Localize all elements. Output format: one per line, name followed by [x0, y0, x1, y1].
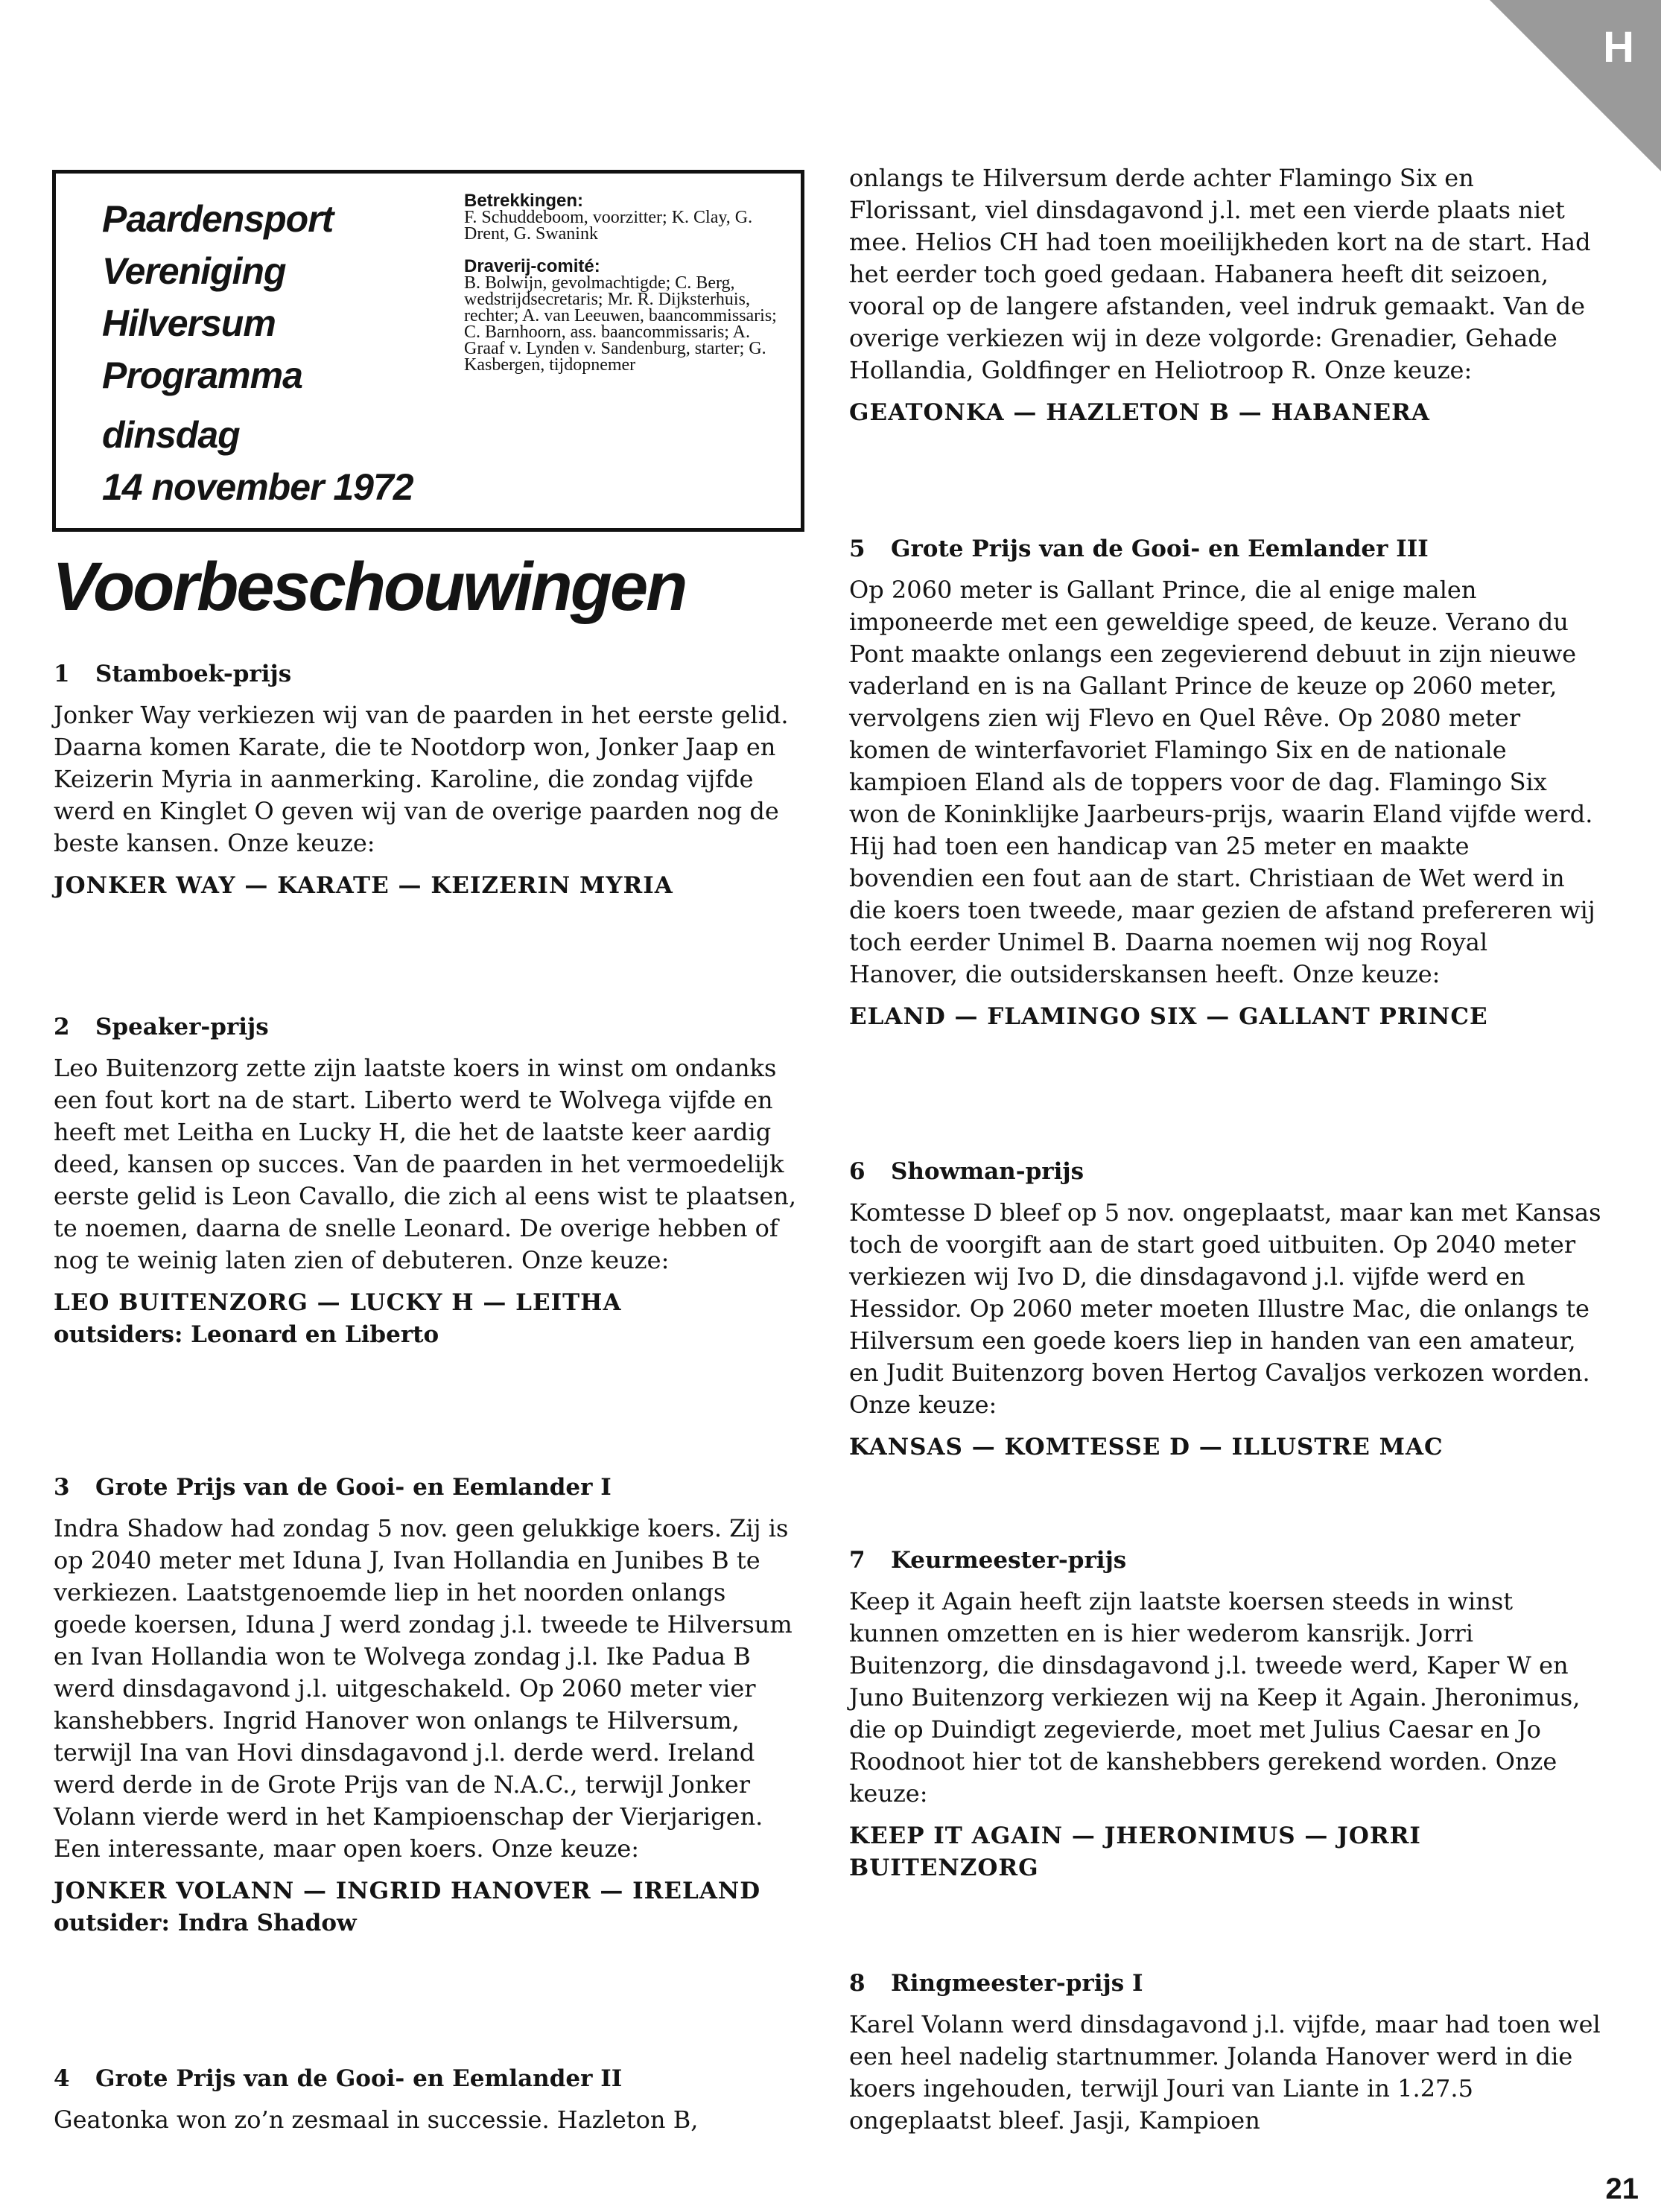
program-info-box — [52, 170, 804, 532]
program-date-line: dinsdag — [102, 414, 240, 456]
race-preview-text: Jonker Way verkiezen wij van de paarden in het eerste gelid. Daarna komen Karate, die te Nootdorp won, Jonker Jaap en Keizerin Myria in aanmerking. Karoline, die zondag vijfde werd en Kinglet O geven wij van de overige paarden nog de beste kansen. Onze keuze: — [54, 701, 789, 857]
race-preview-text: Leo Buitenzorg zette zijn laatste koers in winst om ondanks een fout kort na de start. Liberto werd te Wolvega vijfde en heeft met Leitha en Lucky H, die het de laatste keer aardig deed, kansen op succes. Van de paarden in het vermoedelijk eerste gelid is Leon Cavallo, die zich al eens wist te plaatsen, te noemen, daarna de snelle Leonard. De overige hebben of nog te weinig laten zien of debuteren. Onze keuze: — [54, 1054, 797, 1274]
race-heading: 3 Grote Prijs van de Gooi- en Eemlander I — [54, 1474, 612, 1501]
race-outsiders: outsiders: Leonard en Liberto — [54, 1321, 439, 1348]
race-pick: JONKER WAY — KARATE — KEIZERIN MYRIA — [54, 872, 673, 899]
race-heading: 1 Stamboek-prijs — [54, 661, 292, 687]
officials-list — [464, 193, 792, 373]
race-pick: JONKER VOLANN — INGRID HANOVER — IRELAND — [54, 1878, 761, 1904]
race-section-3 — [54, 1472, 806, 1939]
race-heading: 2 Speaker-prijs — [54, 1014, 269, 1040]
race-preview-text: Op 2060 meter is Gallant Prince, die al enige malen imponeerde met een geweldige speed, de keuze. Verano du Pont maakte onlangs een zegevierend debuut in zijn nieuwe vaderland en is na Gallant Prince de keuze op 2060 meter, vervolgens zien wij Flevo en Quel Rêve. Op 2080 meter komen de winterfavoriet Flamingo Six en de nationale kampioen Eland als de toppers voor de dag. Flamingo Six won de Koninklijke Jaarbeurs-prijs, waarin Eland vijfde werd. Hij had toen een handicap van 25 meter en maakte bovendien een fout aan de start. Christiaan de Wet werd in die koers toen tweede, maar gezien de afstand prefereren wij toch eerder Unimel B. Daarna noemen wij nog Royal Hanover, die outsiderskansen heeft. Onze keuze: — [849, 576, 1595, 988]
program-title-line: Hilversum — [102, 302, 276, 344]
race-preview-text-start: Geatonka won zo’n zesmaal in successie. Hazleton B, — [54, 2105, 699, 2134]
race-pick: KEEP IT AGAIN — JHERONIMUS — JORRI BUITENZORG — [849, 1822, 1421, 1881]
race-section-8 — [849, 1968, 1601, 2137]
race-outsiders: outsider: Indra Shadow — [54, 1910, 357, 1936]
program-date-line: 14 november 1972 — [102, 466, 413, 508]
race-pick: LEO BUITENZORG — LUCKY H — LEITHA — [54, 1289, 622, 1316]
corner-tab-shape — [1490, 0, 1661, 171]
race-preview-text: Indra Shadow had zondag 5 nov. geen gelukkige koers. Zij is op 2040 meter met Iduna J, Ivan Hollandia en Junibes B te verkiezen. Laatstgenoemde liep in het noorden onlangs goede koersen, Iduna J werd zondag j.l. tweede te Hilversum en Ivan Hollandia won te Wolvega zondag j.l. Ike Padua B werd dinsdagavond j.l. uitgeschakeld. Op 2060 meter vier kanshebbers. Ingrid Hanover won onlangs te Hilversum, terwijl Ina van Hovi dinsdagavond j.l. derde werd. Ireland werd derde in de Grote Prijs van de N.A.C., terwijl Jonker Volann vierde werd in het Kampioenschap der Vierjarigen. Een interessante, maar open koers. Onze keuze: — [54, 1514, 793, 1863]
program-title-line: Paardensport — [102, 198, 334, 240]
race-pick: GEATONKA — HAZLETON B — HABANERA — [849, 399, 1430, 426]
race-preview-text-continued: onlangs te Hilversum derde achter Flamingo Six en Florissant, viel dinsdagavond j.l. met een vierde plaats niet mee. Helios CH had toen moeilijkheden kort na de start. Had het eerder toch goed gedaan. Habanera heeft dit seizoen, vooral op de langere afstanden, veel indruk gemaakt. Van de overige verkiezen wij in deze volgorde: Grenadier, Gehade Hollandia, Goldfinger en Heliotroop R. Onze keuze: — [849, 164, 1591, 384]
race-section-1 — [54, 658, 806, 902]
race-preview-text: Keep it Again heeft zijn laatste koersen steeds in winst kunnen omzetten en is hier wederom kansrijk. Jorri Buitenzorg, die dinsdagavond j.l. tweede werd, Kaper W en Juno Buitenzorg verkiezen wij na Keep it Again. Jheronimus, die op Duindigt zegevierde, moet met Julius Caesar en Jo Roodnoot hier tot de kanshebbers gerekend worden. Onze keuze: — [849, 1587, 1581, 1808]
article-headline: Voorbeschouwingen — [52, 549, 686, 625]
race-section-4 — [54, 2063, 806, 2137]
page-number: 21 — [1605, 2173, 1639, 2205]
race-heading: 6 Showman-prijs — [849, 1158, 1084, 1185]
race-section-2 — [54, 1011, 806, 1351]
race-heading: 7 Keurmeester-prijs — [849, 1547, 1127, 1574]
race-heading: 5 Grote Prijs van de Gooi- en Eemlander III — [849, 535, 1429, 562]
race-section-7 — [849, 1545, 1601, 1884]
race-heading: 8 Ringmeester-prijs I — [849, 1970, 1143, 1997]
race-preview-text: Karel Volann werd dinsdagavond j.l. vijfde, maar had toen wel een heel nadelig startnummer. Jolanda Hanover werd in die koers ingehouden, terwijl Jouri van Liante in 1.27.5 ongeplaatst bleef. Jasji, Kampioen — [849, 2010, 1601, 2135]
race-section-4-continued — [849, 162, 1601, 429]
race-preview-text: Komtesse D bleef op 5 nov. ongeplaatst, maar kan met Kansas toch de voorgift aan de start goed uitbuiten. Op 2040 meter verkiezen wij Ivo D, die dinsdagavond j.l. vijfde werd en Hessidor. Op 2060 meter moeten Illustre Mac, die onlangs te Hilversum een goede koers liep in handen van een amateur, en Judit Buitenzorg boven Hertog Cavaljos verkozen worden. Onze keuze: — [849, 1198, 1601, 1419]
race-section-5 — [849, 533, 1601, 1033]
race-section-6 — [849, 1156, 1601, 1463]
comite-heading: Draverij-comité: — [464, 256, 600, 276]
betrekkingen-heading: Betrekkingen: — [464, 191, 584, 211]
comite-text: B. Bolwijn, gevolmachtigde; C. Berg, wedstrijdsecretaris; Mr. R. Dijksterhuis, rechter; A. van Leeuwen, baancommissaris; C. Barnhoorn, ass. baancommissaris; A. Graaf v. Lynden v. Sandenburg, starter; G. Kasbergen, tijdopnemer — [464, 273, 777, 375]
race-pick: ELAND — FLAMINGO SIX — GALLANT PRINCE — [849, 1003, 1488, 1030]
betrekkingen-text: F. Schuddeboom, voorzitter; K. Clay, G. Drent, G. Swanink — [464, 208, 753, 244]
race-pick: KANSAS — KOMTESSE D — ILLUSTRE MAC — [849, 1434, 1444, 1461]
program-title — [102, 193, 489, 401]
program-title-line: Programma — [102, 355, 302, 396]
program-date — [102, 409, 489, 513]
corner-tab-letter: H — [1603, 23, 1634, 71]
program-title-line: Vereniging — [102, 250, 286, 292]
race-heading: 4 Grote Prijs van de Gooi- en Eemlander II — [54, 2065, 623, 2092]
